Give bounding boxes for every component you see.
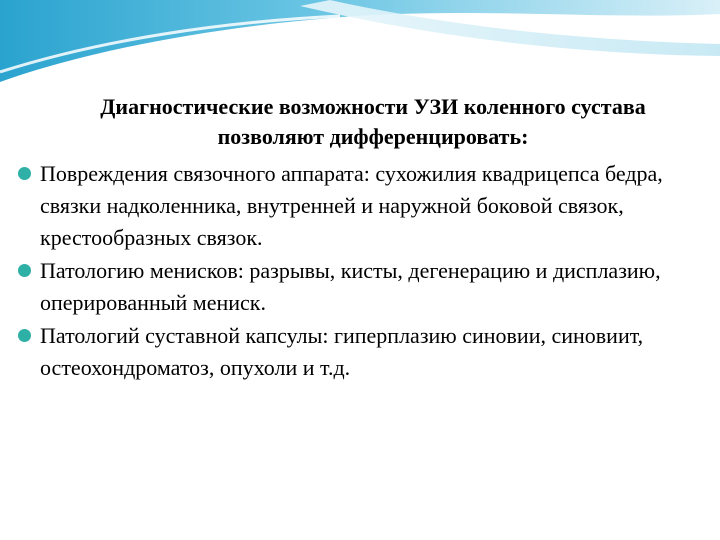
- slide-title-line1: Диагностические возможности УЗИ коленного сустава: [100, 94, 646, 119]
- slide-title-line2: позволяют дифференцировать:: [217, 124, 529, 149]
- decorative-wave-header: [0, 0, 720, 90]
- bullet-dot-icon: [18, 329, 31, 342]
- list-item-text: Патологию менисков: разрывы, кисты, дегенерацию и дисплазию, оперированный мениск.: [40, 258, 661, 315]
- bullet-list: [18, 158, 708, 384]
- list-item: [18, 158, 708, 254]
- bullet-dot-icon: [18, 167, 31, 180]
- list-item: [18, 320, 708, 384]
- bullet-dot-icon: [18, 264, 31, 277]
- list-item-text: Патологий суставной капсулы: гиперплазию синовии, синовиит, остеохондроматоз, опухоли и т.д.: [40, 323, 644, 380]
- slide-title: [18, 92, 708, 152]
- slide-content: [18, 92, 708, 385]
- list-item: [18, 255, 708, 319]
- list-item-text: Повреждения связочного аппарата: сухожилия квадрицепса бедра, связки надколенника, внутренней и наружной боковой связок, крестообразных связок.: [40, 161, 663, 250]
